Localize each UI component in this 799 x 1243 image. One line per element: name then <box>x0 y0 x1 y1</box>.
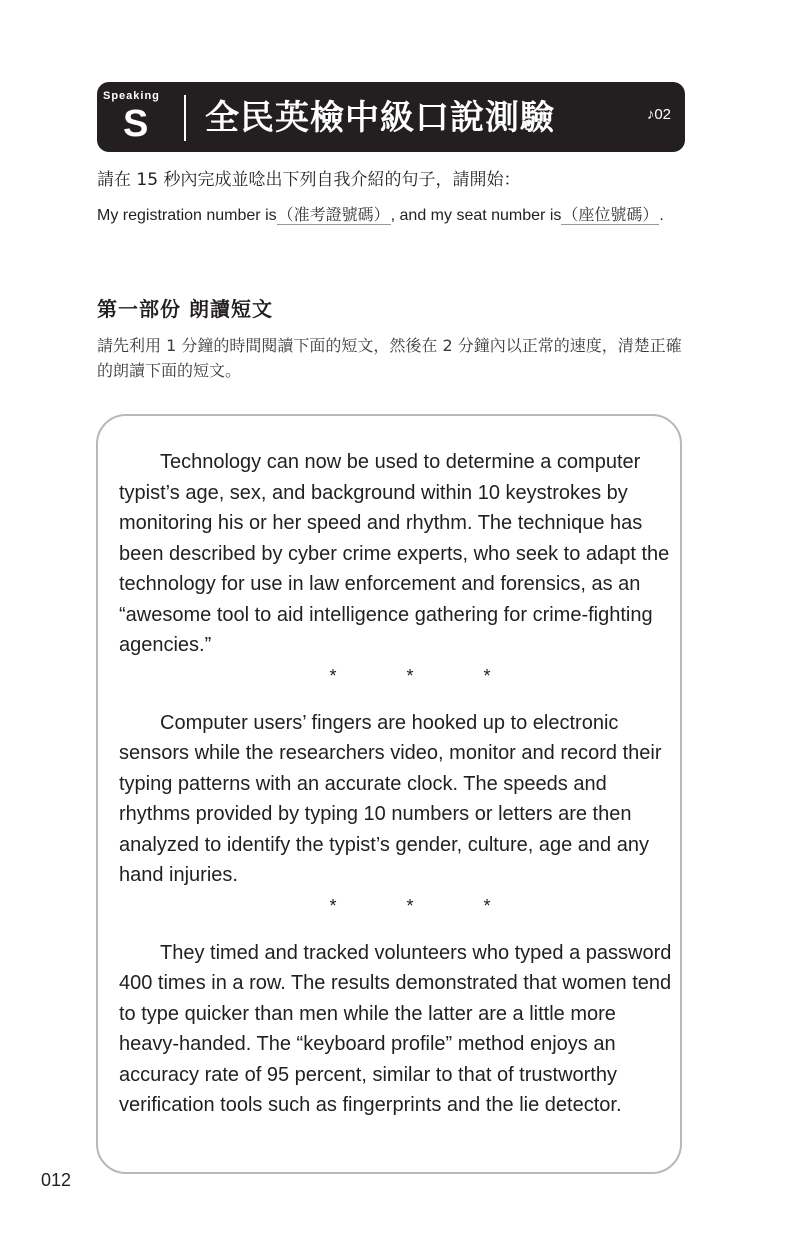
page-number: 012 <box>41 1170 72 1190</box>
speaking-label: Speaking <box>103 90 160 102</box>
separator-star: * <box>329 665 337 686</box>
passage-paragraph-1: Technology can now be used to determine a computer typist’s age, sex, and background within 10 keystrokes by monitoring his or her speed and rhythm. The technique has been described by cyber crime experts, who seek to adapt the technology for use in law enforcement and forensics, as an “awesome tool to aid intelligence gathering for crime-fighting agencies.” <box>119 451 670 656</box>
reg-text-1: My registration number is <box>97 207 277 224</box>
reading-passage <box>119 447 679 1121</box>
separator-star: * <box>483 665 491 686</box>
separator-star: * <box>483 895 491 916</box>
section-banner <box>97 82 685 152</box>
section-heading: 第一部份 朗讀短文 <box>97 297 273 321</box>
registration-sentence <box>97 202 689 229</box>
passage-paragraph-3: They timed and tracked volunteers who typed a password 400 times in a row. The results demonstrated that women tend to type quicker than men while the latter are a little more heavy-handed. The “keyboard profile” method enjoys an accuracy rate of 95 percent, similar to that of trustworthy verification tools such as fingerprints and the lie detector. <box>119 941 672 1116</box>
separator-star: * <box>329 895 337 916</box>
page-title: 全民英檢中級口說測驗 <box>205 98 555 138</box>
reg-text-2: , and my seat number is <box>390 207 562 224</box>
passage-paragraph-2: Computer users’ fingers are hooked up to electronic sensors while the researchers video, monitor and record their typing patterns with an accurate clock. The speeds and rhythms provided by typing 10 numbers or letters are then analyzed to identify the typist’s gender, culture, age and any hand injuries. <box>119 711 662 886</box>
banner-divider <box>184 95 186 141</box>
separator-star: * <box>406 895 414 916</box>
audio-track-label: ♪02 <box>646 106 671 123</box>
intro-instruction: 請在 15 秒內完成並唸出下列自我介紹的句子，請開始： <box>97 170 521 190</box>
registration-number-blank: （准考證號碼） <box>277 205 390 224</box>
reg-text-end: . <box>659 207 664 224</box>
paragraph-separator <box>119 891 679 938</box>
seat-number-blank: （座位號碼） <box>562 205 659 224</box>
section-instruction: 請先利用 1 分鐘的時間閱讀下面的短文，然後在 2 分鐘內以正常的速度，清楚正確的朗讀下面的短文。 <box>97 336 682 380</box>
separator-star: * <box>406 665 414 686</box>
section-letter: S <box>123 103 149 145</box>
paragraph-separator <box>119 661 679 708</box>
